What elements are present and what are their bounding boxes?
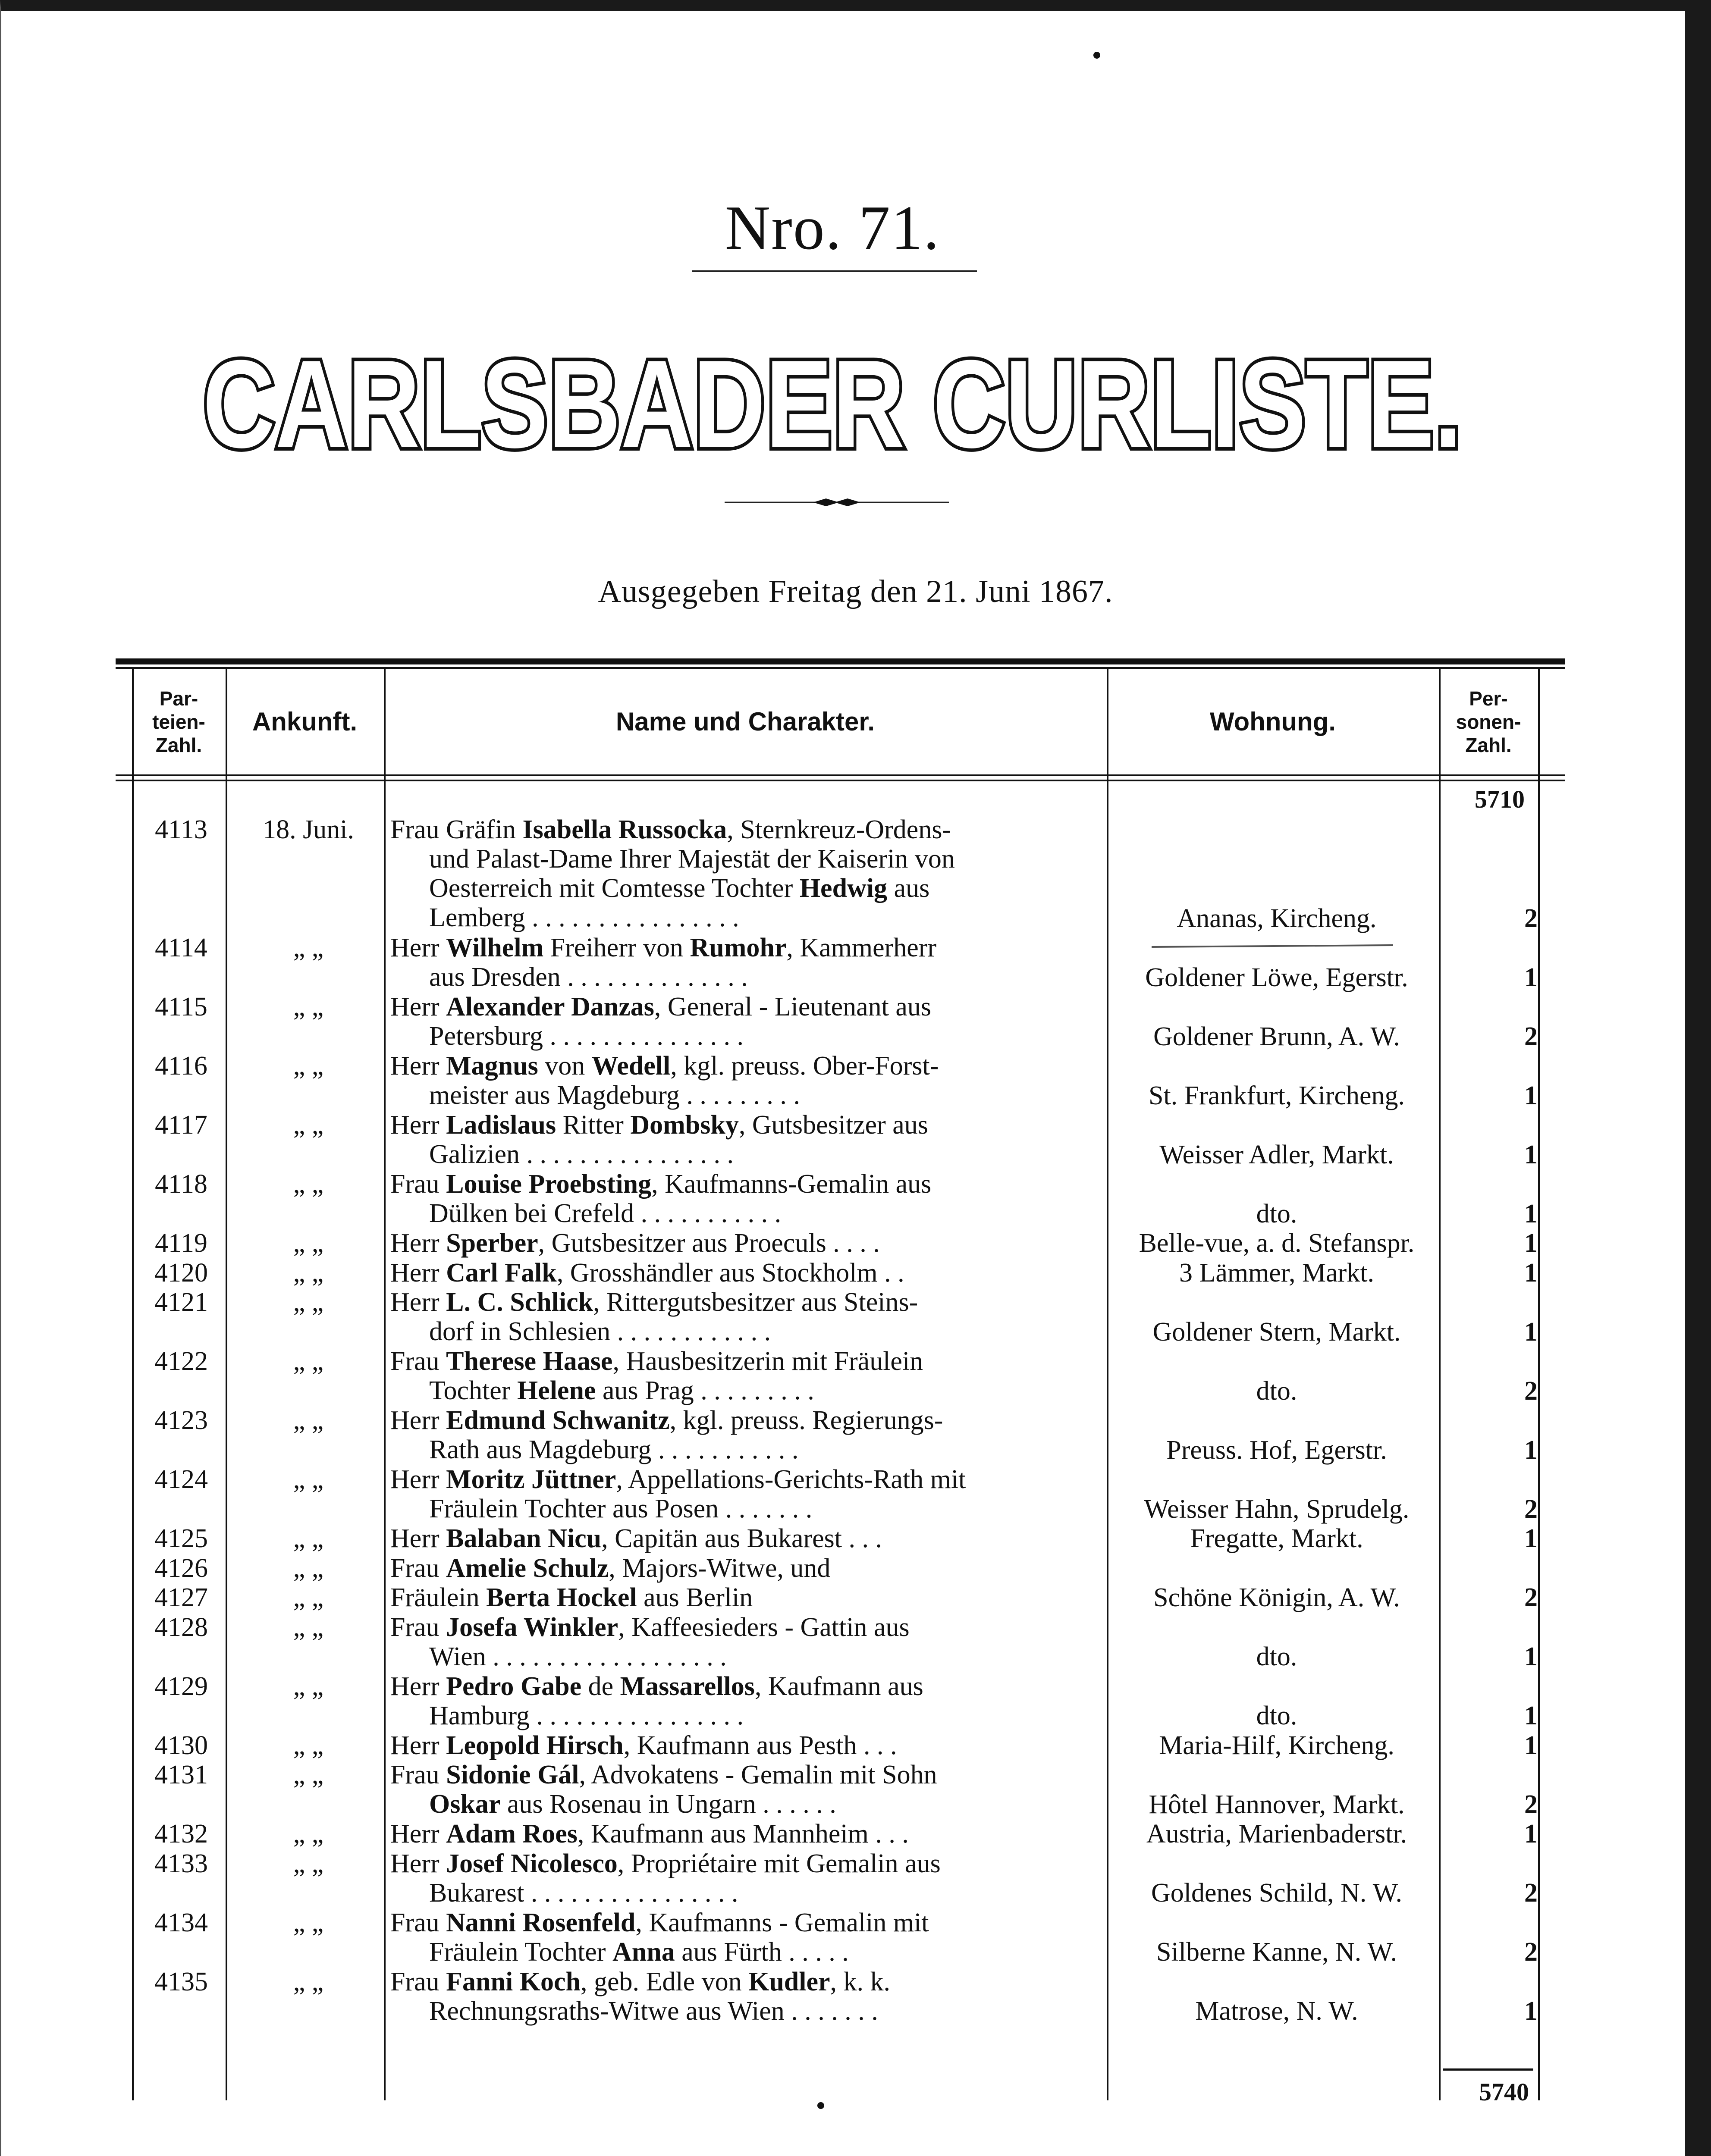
row-lodging: dto.	[1256, 1376, 1297, 1406]
row-name-line: Fräulein Berta Hockel aus Berlin	[390, 1583, 753, 1612]
row-arrival: „ „	[293, 1583, 324, 1612]
masthead	[185, 334, 1479, 474]
row-name-line: Lemberg . . . . . . . . . . . . . . . .	[429, 903, 739, 932]
row-lodging: Goldenes Schild, N. W.	[1151, 1878, 1403, 1908]
row-persons: 2	[1524, 1022, 1538, 1051]
row-number: 4127	[154, 1583, 208, 1612]
row-name	[390, 1406, 1089, 1464]
row-persons: 1	[1524, 1258, 1538, 1288]
row-number: 4135	[154, 1967, 208, 1996]
row-arrival: „ „	[293, 1406, 324, 1435]
row-number: 4124	[154, 1465, 208, 1494]
row-name-line: dorf in Schlesien . . . . . . . . . . . .	[429, 1317, 771, 1346]
col-head-personen-3: Zahl.	[1465, 733, 1512, 756]
col-head-parteien-2: teien-	[152, 710, 205, 733]
row-name	[390, 1110, 1089, 1169]
col-head-parteien	[132, 669, 226, 774]
row-arrival: „ „	[293, 1524, 324, 1553]
row-arrival: „ „	[293, 1671, 324, 1701]
row-arrival: „ „	[293, 1819, 324, 1849]
row-number: 4122	[154, 1347, 208, 1376]
col-head-wohnung: Wohnung.	[1209, 707, 1336, 736]
row-arrival: „ „	[293, 1228, 324, 1258]
issue-rule	[692, 270, 977, 272]
row-arrival: „ „	[293, 1288, 324, 1317]
row-number: 4119	[155, 1228, 207, 1258]
row-number: 4116	[155, 1051, 207, 1081]
row-number: 4132	[154, 1819, 208, 1849]
row-persons: 1	[1524, 1317, 1538, 1347]
row-number: 4133	[154, 1849, 208, 1878]
row-number: 4118	[155, 1169, 207, 1199]
row-arrival: „ „	[293, 1051, 324, 1081]
title-ornament	[725, 496, 949, 509]
row-persons: 2	[1524, 1878, 1538, 1908]
row-lodging: dto.	[1256, 1701, 1297, 1730]
row-name-line: Herr Wilhelm Freiherr von Rumohr, Kammerherr	[390, 933, 937, 962]
row-name	[390, 1051, 1089, 1110]
row-name-line: Petersburg . . . . . . . . . . . . . . .	[429, 1022, 744, 1051]
row-name-line: Oesterreich mit Comtesse Tochter Hedwig aus	[429, 874, 930, 903]
row-lodging: Belle-vue, a. d. Stefanspr.	[1139, 1228, 1415, 1258]
masthead-title: CARLSBADER CURLISTE.	[203, 334, 1462, 474]
row-name-line: Frau Sidonie Gál, Advokatens - Gemalin mit Sohn	[390, 1760, 937, 1789]
row-persons: 2	[1524, 1583, 1538, 1612]
row-name	[390, 1967, 1089, 2026]
row-name	[390, 1672, 1089, 1730]
row-name	[390, 1258, 1089, 1288]
row-name	[390, 815, 1089, 932]
row-name-line: Frau Amelie Schulz, Majors-Witwe, und	[390, 1553, 831, 1583]
row-arrival: „ „	[293, 1849, 324, 1878]
row-persons: 1	[1524, 1435, 1538, 1465]
row-lodging: Weisser Adler, Markt.	[1159, 1140, 1394, 1169]
row-arrival: „ „	[293, 1967, 324, 1996]
row-number: 4114	[155, 933, 207, 962]
column-divider	[1538, 669, 1540, 2100]
row-name-line: Herr Moritz Jüttner, Appellations-Gerichts-Rath mit	[390, 1465, 966, 1494]
column-divider	[226, 669, 227, 2100]
final-total: 5740	[1479, 2078, 1529, 2106]
row-lodging: Weisser Hahn, Sprudelg.	[1144, 1494, 1410, 1524]
row-name	[390, 1347, 1089, 1405]
row-name-line: Frau Gräfin Isabella Russocka, Sternkreuz-Ordens-	[390, 815, 951, 844]
row-number: 4134	[154, 1908, 208, 1937]
row-name-line: Herr Ladislaus Ritter Dombsky, Gutsbesitzer aus	[390, 1110, 928, 1140]
row-name-line: Tochter Helene aus Prag . . . . . . . . .	[429, 1376, 814, 1405]
row-arrival: „ „	[293, 1553, 324, 1583]
row-number: 4129	[154, 1671, 208, 1701]
row-number: 4113	[155, 815, 207, 844]
row-name-line: Herr Balaban Nicu, Capitän aus Bukarest . . .	[390, 1524, 882, 1553]
row-persons: 2	[1524, 1494, 1538, 1524]
row-persons: 2	[1524, 903, 1538, 933]
col-head-name: Name und Charakter.	[615, 707, 875, 736]
row-name-line: aus Dresden . . . . . . . . . . . . . .	[429, 962, 748, 992]
row-name-line: Herr Leopold Hirsch, Kaufmann aus Pesth . . .	[390, 1730, 897, 1760]
row-number: 4117	[155, 1110, 207, 1140]
row-name	[390, 1288, 1089, 1346]
row-name	[390, 1760, 1089, 1819]
row-persons: 1	[1524, 1701, 1538, 1730]
row-lodging: Goldener Stern, Markt.	[1152, 1317, 1401, 1347]
row-name-line: Fräulein Tochter Anna aus Fürth . . . . .	[429, 1937, 849, 1967]
row-name-line: Oskar aus Rosenau in Ungarn . . . . . .	[429, 1789, 836, 1819]
row-number: 4131	[154, 1760, 208, 1789]
row-name-line: Rechnungsraths-Witwe aus Wien . . . . . . .	[429, 1996, 878, 2026]
row-lodging: Goldener Brunn, A. W.	[1153, 1022, 1400, 1051]
col-head-parteien-3: Zahl.	[155, 733, 202, 756]
print-speck	[1093, 52, 1100, 59]
row-name	[390, 1849, 1089, 1908]
print-speck	[817, 2102, 824, 2109]
row-lodging: dto.	[1256, 1199, 1297, 1228]
row-persons: 1	[1524, 1524, 1538, 1553]
row-arrival: „ „	[293, 1258, 324, 1288]
col-head-ankunft: Ankunft.	[252, 707, 358, 736]
col-head-personen	[1439, 669, 1538, 774]
row-name-line: Herr Josef Nicolesco, Propriétaire mit Gemalin aus	[390, 1849, 941, 1878]
row-name-line: Frau Louise Proebsting, Kaufmanns-Gemalin aus	[390, 1169, 932, 1199]
col-head-personen-1: Per-	[1469, 687, 1508, 710]
row-arrival: „ „	[293, 992, 324, 1022]
issue-number: Nro. 71.	[725, 193, 940, 263]
row-name-line: Frau Josefa Winkler, Kaffeesieders - Gattin aus	[390, 1612, 910, 1642]
row-lodging: Schöne Königin, A. W.	[1153, 1583, 1400, 1612]
row-name-line: Bukarest . . . . . . . . . . . . . . . .	[429, 1878, 738, 1908]
row-lodging: Hôtel Hannover, Markt.	[1149, 1789, 1405, 1819]
row-arrival: „ „	[293, 1760, 324, 1789]
row-name-line: Frau Therese Haase, Hausbesitzerin mit Fräulein	[390, 1347, 923, 1376]
row-name-line: Dülken bei Crefeld . . . . . . . . . . .	[429, 1199, 782, 1228]
row-arrival: „ „	[293, 1730, 324, 1760]
row-persons: 1	[1524, 1730, 1538, 1760]
row-lodging: Ananas, Kircheng.	[1177, 903, 1377, 933]
row-name	[390, 1908, 1089, 1967]
row-persons: 2	[1524, 1789, 1538, 1819]
column-divider	[132, 669, 134, 2100]
row-name-line: Herr L. C. Schlick, Rittergutsbesitzer aus Steins-	[390, 1288, 918, 1317]
row-name-line: Galizien . . . . . . . . . . . . . . . .	[429, 1140, 734, 1169]
row-arrival: „ „	[293, 1908, 324, 1937]
row-persons: 1	[1524, 1199, 1538, 1228]
row-arrival: „ „	[293, 1169, 324, 1199]
row-name-line: meister aus Magdeburg . . . . . . . . .	[429, 1081, 800, 1110]
row-name-line: und Palast-Dame Ihrer Majestät der Kaiserin von	[429, 844, 955, 874]
row-persons: 1	[1524, 962, 1538, 992]
row-lodging: Fregatte, Markt.	[1190, 1524, 1363, 1553]
row-name	[390, 1819, 1089, 1849]
row-name	[390, 1524, 1089, 1553]
row-lodging: St. Frankfurt, Kircheng.	[1148, 1081, 1405, 1110]
row-name	[390, 1613, 1089, 1671]
issue-date: Ausgegeben Freitag den 21. Juni 1867.	[598, 574, 1113, 609]
row-lodging: 3 Lämmer, Markt.	[1179, 1258, 1375, 1288]
row-arrival: „ „	[293, 1612, 324, 1642]
row-name-line: Hamburg . . . . . . . . . . . . . . . .	[429, 1701, 744, 1730]
row-name-line: Frau Nanni Rosenfeld, Kaufmanns - Gemalin mit	[390, 1908, 929, 1937]
row-number: 4130	[154, 1730, 208, 1760]
row-name	[390, 1169, 1089, 1228]
header-bottom-rule	[116, 774, 1565, 776]
table-top-rule	[116, 658, 1565, 664]
row-number: 4125	[154, 1524, 208, 1553]
row-persons: 1	[1524, 1081, 1538, 1110]
row-persons: 2	[1524, 1376, 1538, 1406]
row-name-line: Herr Pedro Gabe de Massarellos, Kaufmann aus	[390, 1671, 923, 1701]
row-name	[390, 992, 1089, 1051]
row-name	[390, 1228, 1089, 1258]
row-lodging: Austria, Marienbaderstr.	[1146, 1819, 1407, 1849]
row-number: 4120	[154, 1258, 208, 1288]
row-name-line: Herr Sperber, Gutsbesitzer aus Proeculs . . . .	[390, 1228, 880, 1258]
row-name-line: Fräulein Tochter aus Posen . . . . . . .	[429, 1494, 813, 1523]
row-arrival: „ „	[293, 1347, 324, 1376]
row-lodging: dto.	[1256, 1642, 1297, 1671]
row-name	[390, 1583, 1089, 1612]
row-number: 4128	[154, 1612, 208, 1642]
row-name	[390, 1465, 1089, 1523]
row-arrival: „ „	[293, 1110, 324, 1140]
col-head-parteien-1: Par-	[159, 687, 198, 710]
col-head-personen-2: sonen-	[1456, 710, 1521, 733]
row-persons: 1	[1524, 1228, 1538, 1258]
row-arrival: „ „	[293, 1465, 324, 1494]
row-name-line: Wien . . . . . . . . . . . . . . . . . .	[429, 1642, 727, 1671]
row-number: 4121	[154, 1288, 208, 1317]
row-lodging: Maria-Hilf, Kircheng.	[1159, 1730, 1394, 1760]
row-persons: 1	[1524, 1819, 1538, 1849]
row-arrival: „ „	[293, 933, 324, 962]
row-persons: 1	[1524, 1642, 1538, 1671]
row-name-line: Herr Adam Roes, Kaufmann aus Mannheim . . .	[390, 1819, 909, 1849]
row-name-line: Herr Edmund Schwanitz, kgl. preuss. Regierungs-	[390, 1406, 943, 1435]
row-persons: 1	[1524, 1996, 1538, 2026]
row-name-line: Herr Carl Falk, Grosshändler aus Stockholm . .	[390, 1258, 904, 1288]
row-lodging: Preuss. Hof, Egerstr.	[1166, 1435, 1387, 1465]
row-number: 4115	[155, 992, 207, 1022]
header-bottom-rule-2	[116, 780, 1565, 781]
row-lodging: Matrose, N. W.	[1195, 1996, 1358, 2026]
row-number: 4123	[154, 1406, 208, 1435]
column-divider	[1107, 669, 1108, 2100]
row-lodging: Silberne Kanne, N. W.	[1156, 1937, 1397, 1967]
row-lodging: Goldener Löwe, Egerstr.	[1145, 962, 1408, 992]
carried-total: 5710	[1475, 785, 1525, 813]
row-name	[390, 933, 1089, 992]
row-name	[390, 1554, 1089, 1583]
row-name-line: Rath aus Magdeburg . . . . . . . . . . .	[429, 1435, 799, 1464]
row-name-line: Herr Alexander Danzas, General - Lieutenant aus	[390, 992, 932, 1022]
row-persons: 1	[1524, 1140, 1538, 1169]
row-persons: 2	[1524, 1937, 1538, 1967]
row-arrival: 18. Juni.	[263, 815, 354, 844]
row-name-line: Herr Magnus von Wedell, kgl. preuss. Ober-Forst-	[390, 1051, 939, 1081]
total-rule	[1443, 2068, 1533, 2071]
row-name-line: Frau Fanni Koch, geb. Edle von Kudler, k. k.	[390, 1967, 891, 1996]
column-divider	[384, 669, 386, 2100]
row-name	[390, 1731, 1089, 1760]
row-number: 4126	[154, 1553, 208, 1583]
